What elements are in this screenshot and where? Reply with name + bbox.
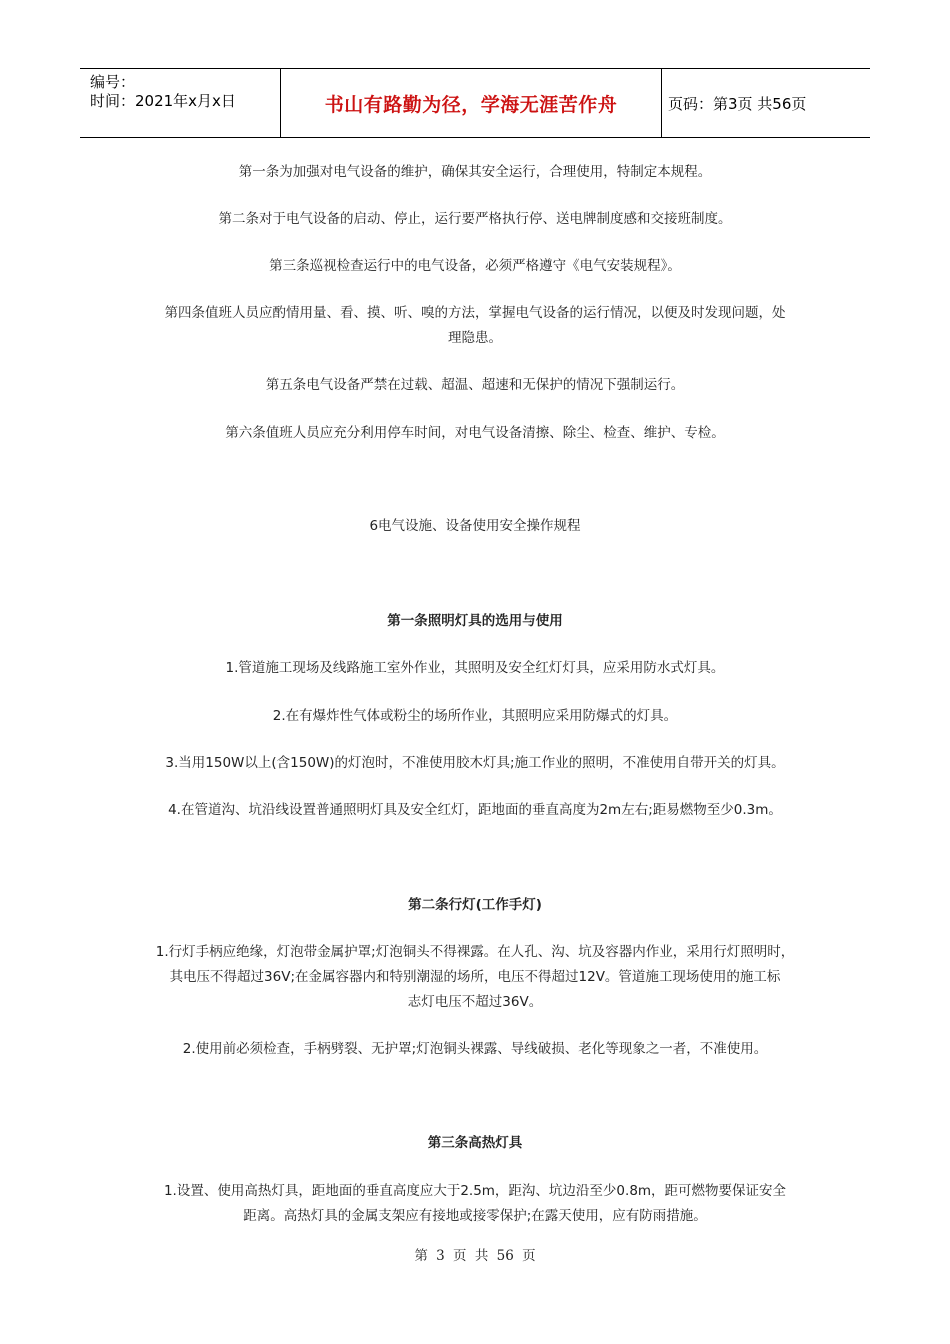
- high-heat-item-1-line-2: 距离。高热灯具的金属支架应有接地或接零保护;在露天使用，应有防雨措施。: [243, 1208, 707, 1224]
- article-2: 第二条对于电气设备的启动、停止，运行要严格执行停、送电牌制度感和交接班制度。: [218, 211, 732, 227]
- article-6: 第六条值班人员应充分利用停车时间，对电气设备清擦、除尘、检查、维护、专检。: [225, 425, 725, 441]
- lighting-item-4: 4.在管道沟、坑沿线设置普通照明灯具及安全红灯，距地面的垂直高度为2m左右;距易燃物至少0.3m。: [168, 802, 782, 818]
- article-4-line-2: 理隐患。: [448, 330, 502, 346]
- hand-lamp-item-1-line-3: 志灯电压不超过36V。: [407, 994, 543, 1010]
- header-meta: [80, 69, 281, 137]
- hand-lamp-item-1-line-2: 其电压不得超过36V;在金属容器内和特别潮湿的场所，电压不得超过12V。管道施工现场使用的施工标: [169, 969, 781, 985]
- subsection-lighting: 第一条照明灯具的选用与使用: [387, 613, 563, 629]
- subsection-hand-lamp: 第二条行灯(工作手灯): [408, 897, 542, 913]
- article-4-line-1: 第四条值班人员应酌情用量、看、摸、听、嗅的方法，掌握电气设备的运行情况，以便及时发现问题，处: [164, 305, 786, 321]
- article-1: 第一条为加强对电气设备的维护，确保其安全运行，合理使用，特制定本规程。: [238, 164, 712, 180]
- page-footer: 第 3 页 共 56 页: [414, 1248, 536, 1264]
- high-heat-item-1-line-1: 1.设置、使用高热灯具，距地面的垂直高度应大于2.5m，距沟、坑边沿至少0.8m，距可燃物要保证安全: [163, 1183, 787, 1199]
- lighting-item-1: 1.管道施工现场及线路施工室外作业，其照明及安全红灯灯具，应采用防水式灯具。: [225, 660, 725, 676]
- section-title: 6电气设施、设备使用安全操作规程: [369, 518, 581, 534]
- lighting-item-3: 3.当用150W以上(含150W)的灯泡时，不准使用胶木灯具;施工作业的照明，不准使用自带开关的灯具。: [165, 755, 785, 771]
- document-number: 编号：: [90, 73, 136, 91]
- header-page-info: 页码：第3页 共56页: [668, 94, 807, 113]
- article-3: 第三条巡视检查运行中的电气设备，必须严格遵守《电气安装规程》。: [269, 258, 681, 274]
- lighting-item-2: 2.在有爆炸性气体或粉尘的场所作业，其照明应采用防爆式的灯具。: [272, 708, 678, 724]
- page-header: [80, 68, 870, 138]
- hand-lamp-item-2: 2.使用前必须检查，手柄劈裂、无护罩;灯泡铜头裸露、导线破损、老化等现象之一者，不准使用。: [182, 1041, 768, 1057]
- document-date: 时间：2021年x月x日: [90, 92, 236, 110]
- subsection-high-heat-lamp: 第三条高热灯具: [427, 1135, 523, 1151]
- header-motto: 书山有路勤为径，学海无涯苦作舟: [281, 69, 662, 137]
- hand-lamp-item-1-line-1: 1.行灯手柄应绝缘，灯泡带金属护罩;灯泡铜头不得裸露。在人孔、沟、坑及容器内作业，采用行灯照明时，: [155, 944, 795, 960]
- article-5: 第五条电气设备严禁在过载、超温、超速和无保护的情况下强制运行。: [265, 377, 685, 393]
